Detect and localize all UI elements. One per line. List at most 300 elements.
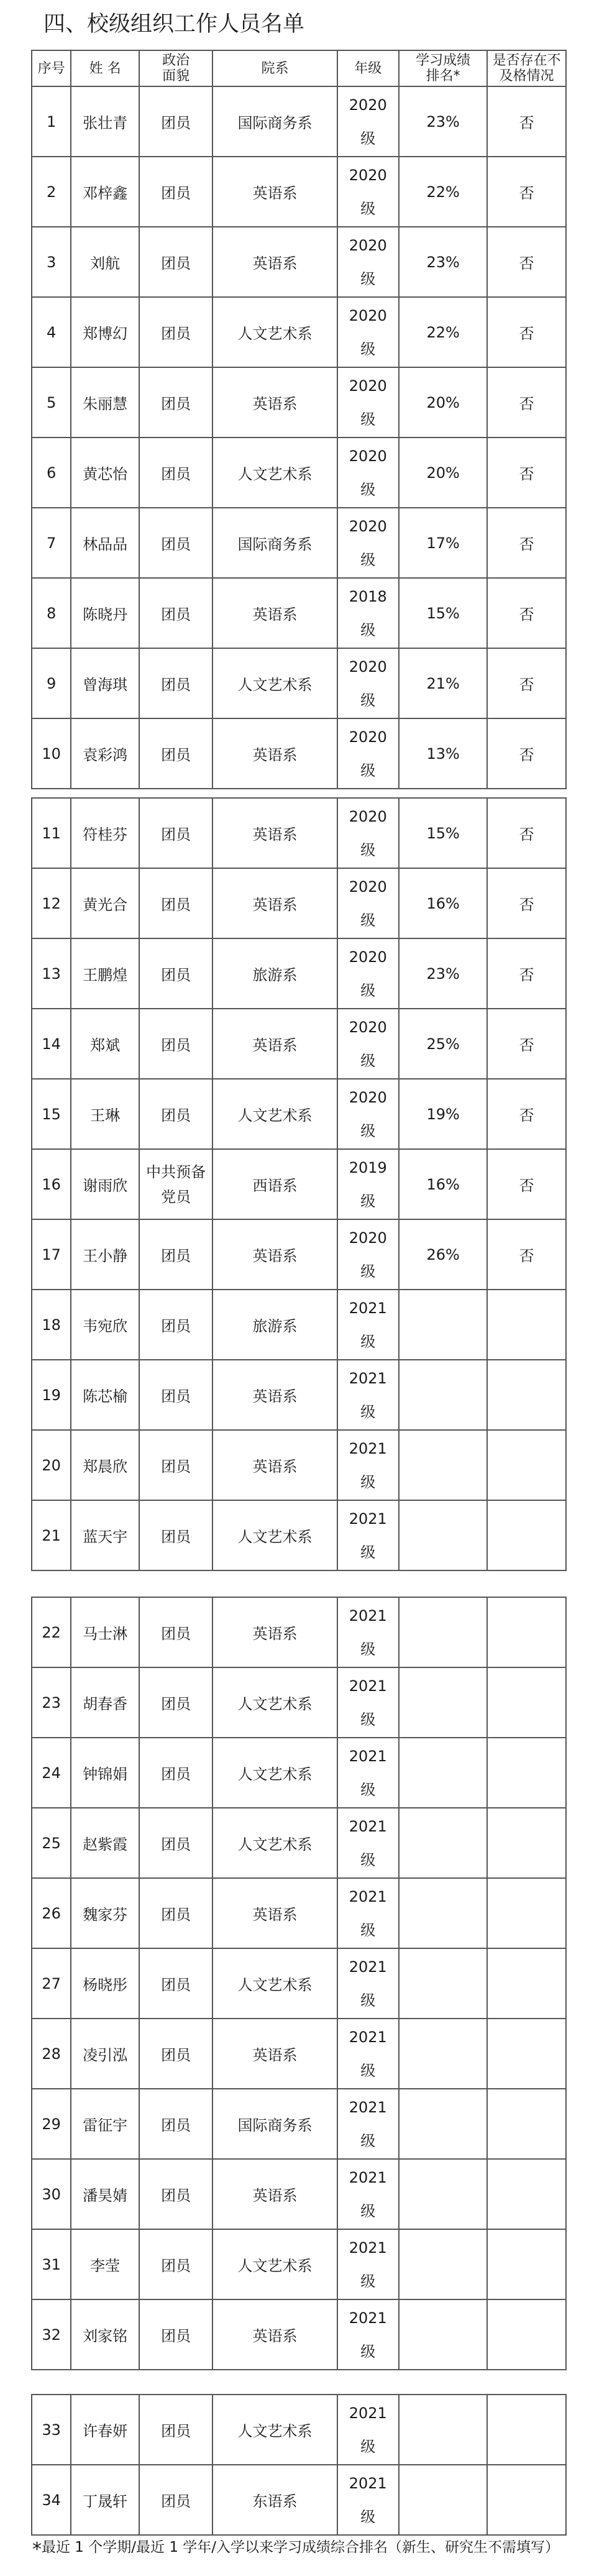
cell-grade [337,1079,399,1149]
cell-dept: 英语系 [212,227,337,297]
cell-seq: 23 [32,1667,71,1738]
cell-fail: 否 [487,648,566,718]
cell-dept: 人文艺术系 [212,1079,337,1149]
cell-name: 韦宛欣 [71,1290,139,1360]
cell-dept: 英语系 [212,1430,337,1500]
cell-seq: 34 [32,2465,71,2535]
cell-grade [337,227,399,297]
cell-seq: 15 [32,1079,71,1149]
grade-line: 2020 [349,517,387,535]
table-header-row [32,50,566,86]
grade-line: 级 [360,1710,376,1728]
cell-name: 邓梓鑫 [71,157,139,227]
cell-rank: 16% [399,868,487,938]
grade-line: 级 [360,2437,376,2455]
cell-rank [399,2395,487,2465]
cell-grade [337,367,399,438]
cell-seq: 6 [32,438,71,508]
cell-dept: 人文艺术系 [212,2395,337,2465]
cell-seq: 16 [32,1149,71,1219]
cell-grade [337,1808,399,1878]
cell-grade [337,297,399,367]
grade-line: 2020 [349,96,387,114]
grade-line: 2021 [349,1369,387,1387]
grade-line: 2021 [349,1887,387,1905]
grade-line: 级 [360,1921,376,1939]
cell-rank: 16% [399,1149,487,1219]
cell-grade [337,1149,399,1219]
cell-dept: 东语系 [212,2465,337,2535]
cell-rank [399,1738,487,1808]
cell-dept: 人文艺术系 [212,1948,337,2019]
cell-seq: 5 [32,367,71,438]
grade-line: 级 [360,129,376,147]
cell-rank [399,1878,487,1948]
staff-table-part-1 [31,50,567,789]
cell-name: 刘家铭 [71,2299,139,2370]
cell-fail [487,1430,566,1500]
grade-line: 级 [360,621,376,639]
grade-line: 级 [360,2061,376,2079]
header-political-line: 面貌 [162,68,190,84]
grade-line: 级 [360,480,376,498]
grade-line: 2020 [349,948,387,966]
cell-political: 团员 [139,2395,212,2465]
cell-fail: 否 [487,227,566,297]
cell-name: 潘昊婧 [71,2159,139,2229]
table-row [32,1738,566,1808]
grade-line: 2021 [349,2404,387,2422]
cell-political: 团员 [139,1808,212,1878]
table-row [32,1948,566,2019]
grade-line: 级 [360,1262,376,1280]
cell-dept: 人文艺术系 [212,648,337,718]
table-row [32,1808,566,1878]
cell-grade [337,2465,399,2535]
cell-dept: 英语系 [212,1009,337,1079]
cell-political: 团员 [139,157,212,227]
cell-name: 蓝天宇 [71,1500,139,1570]
cell-fail [487,1948,566,2019]
grade-line: 级 [360,1332,376,1350]
cell-name: 郑博幻 [71,297,139,367]
grade-line: 2021 [349,1299,387,1317]
cell-seq: 14 [32,1009,71,1079]
table-row [32,2089,566,2159]
cell-rank [399,2089,487,2159]
table-row [32,1009,566,1079]
grade-line: 级 [360,410,376,428]
grade-line: 级 [360,1473,376,1491]
cell-political: 团员 [139,2229,212,2299]
footnote [32,2536,559,2560]
cell-seq: 10 [32,718,71,789]
cell-political: 团员 [139,718,212,789]
cell-seq: 2 [32,157,71,227]
grade-line: 级 [360,2342,376,2360]
cell-fail: 否 [487,578,566,648]
grade-line: 级 [360,1991,376,2009]
cell-rank: 21% [399,648,487,718]
cell-rank: 25% [399,1009,487,1079]
table-row [32,367,566,438]
header-fail-line: 及格情况 [499,68,554,84]
cell-political: 团员 [139,1500,212,1570]
cell-dept: 英语系 [212,868,337,938]
cell-rank [399,2019,487,2089]
table-row [32,1500,566,1570]
cell-grade [337,1597,399,1667]
cell-name: 魏家芬 [71,1878,139,1948]
cell-seq: 27 [32,1948,71,2019]
cell-rank [399,2229,487,2299]
cell-grade [337,1667,399,1738]
cell-seq: 18 [32,1290,71,1360]
table-row [32,2159,566,2229]
cell-seq: 4 [32,297,71,367]
cell-fail: 否 [487,798,566,868]
cell-grade [337,2089,399,2159]
cell-seq: 31 [32,2229,71,2299]
cell-dept: 旅游系 [212,1290,337,1360]
cell-rank: 22% [399,297,487,367]
grade-line: 级 [360,270,376,288]
cell-name: 袁彩鸿 [71,718,139,789]
cell-seq: 19 [32,1360,71,1430]
header-seq: 序号 [32,50,71,86]
cell-fail: 否 [487,1009,566,1079]
cell-seq: 8 [32,578,71,648]
grade-line: 2021 [349,1747,387,1765]
cell-seq: 12 [32,868,71,938]
cell-fail [487,1597,566,1667]
cell-rank [399,1667,487,1738]
grade-line: 2020 [349,447,387,465]
table-row [32,938,566,1009]
cell-name: 朱丽慧 [71,367,139,438]
cell-political: 团员 [139,1597,212,1667]
cell-grade [337,1878,399,1948]
table-row [32,508,566,578]
cell-political: 团员 [139,868,212,938]
cell-seq: 7 [32,508,71,578]
cell-fail: 否 [487,86,566,157]
cell-dept: 人文艺术系 [212,1808,337,1878]
grade-line: 级 [360,691,376,709]
cell-grade [337,438,399,508]
grade-line: 2021 [349,2168,387,2186]
cell-rank: 26% [399,1219,487,1290]
table-row [32,868,566,938]
cell-fail: 否 [487,157,566,227]
table-row [32,1430,566,1500]
cell-name: 李莹 [71,2229,139,2299]
cell-name: 黄芯怡 [71,438,139,508]
cell-political: 团员 [139,297,212,367]
cell-name: 雷征宇 [71,2089,139,2159]
cell-grade [337,578,399,648]
cell-dept: 英语系 [212,1878,337,1948]
cell-dept: 旅游系 [212,938,337,1009]
grade-line: 2021 [349,2309,387,2327]
political-line: 中共预备 [146,1163,206,1181]
cell-political: 团员 [139,1878,212,1948]
cell-political: 团员 [139,1079,212,1149]
cell-political: 团员 [139,578,212,648]
cell-grade [337,1219,399,1290]
grade-line: 2020 [349,728,387,746]
cell-dept: 英语系 [212,1597,337,1667]
table-row [32,578,566,648]
cell-political: 团员 [139,798,212,868]
table-row [32,1079,566,1149]
cell-rank [399,1808,487,1878]
grade-line: 2020 [349,166,387,184]
header-rank-line: 排名* [426,68,460,84]
header-rank-line: 学习成绩 [416,53,471,68]
cell-grade [337,1738,399,1808]
grade-line: 级 [360,981,376,999]
cell-rank [399,1948,487,2019]
cell-political: 团员 [139,648,212,718]
cell-seq: 26 [32,1878,71,1948]
cell-fail: 否 [487,508,566,578]
table-row [32,438,566,508]
table-row [32,2019,566,2089]
grade-line: 2021 [349,1439,387,1457]
grade-line: 级 [360,761,376,779]
cell-political: 团员 [139,2019,212,2089]
cell-fail [487,2299,566,2370]
cell-dept: 人文艺术系 [212,297,337,367]
cell-name: 丁晟轩 [71,2465,139,2535]
cell-grade [337,508,399,578]
cell-fail [487,1360,566,1430]
cell-political: 团员 [139,438,212,508]
cell-name: 赵紫霞 [71,1808,139,1878]
cell-fail: 否 [487,367,566,438]
header-fail [487,50,566,86]
cell-rank: 23% [399,227,487,297]
cell-political: 团员 [139,938,212,1009]
cell-name: 郑晨欣 [71,1430,139,1500]
cell-seq: 32 [32,2299,71,2370]
grade-line: 2021 [349,2474,387,2492]
cell-name: 陈芯榆 [71,1360,139,1430]
cell-fail [487,2229,566,2299]
grade-line: 2021 [349,2098,387,2116]
cell-political: 团员 [139,1290,212,1360]
cell-dept: 人文艺术系 [212,2229,337,2299]
table-row [32,798,566,868]
grade-line: 级 [360,340,376,358]
cell-fail: 否 [487,718,566,789]
cell-seq: 9 [32,648,71,718]
table-row [32,2229,566,2299]
cell-name: 曾海琪 [71,648,139,718]
cell-dept: 英语系 [212,2019,337,2089]
grade-line: 级 [360,1122,376,1140]
cell-name: 胡春香 [71,1667,139,1738]
cell-name: 王小静 [71,1219,139,1290]
cell-grade [337,798,399,868]
cell-seq: 21 [32,1500,71,1570]
cell-dept: 人文艺术系 [212,438,337,508]
cell-rank [399,1360,487,1430]
grade-line: 级 [360,841,376,859]
cell-dept: 人文艺术系 [212,1500,337,1570]
cell-name: 张壮青 [71,86,139,157]
cell-seq: 3 [32,227,71,297]
cell-seq: 13 [32,938,71,1009]
cell-name: 王鹏煌 [71,938,139,1009]
cell-grade [337,1500,399,1570]
cell-political: 团员 [139,2465,212,2535]
cell-rank: 23% [399,938,487,1009]
cell-fail [487,2089,566,2159]
cell-political [139,1149,212,1219]
table-row [32,1597,566,1667]
header-grade: 年级 [337,50,399,86]
cell-political: 团员 [139,1430,212,1500]
cell-grade [337,1009,399,1079]
grade-line: 2020 [349,1018,387,1036]
cell-fail: 否 [487,938,566,1009]
table-row [32,648,566,718]
cell-dept: 英语系 [212,718,337,789]
table-row [32,718,566,789]
cell-fail: 否 [487,297,566,367]
table-row [32,1149,566,1219]
cell-grade [337,2299,399,2370]
table-row [32,1878,566,1948]
cell-political: 团员 [139,1948,212,2019]
cell-fail [487,1667,566,1738]
cell-rank [399,2299,487,2370]
cell-dept: 英语系 [212,2299,337,2370]
cell-political: 团员 [139,86,212,157]
cell-rank [399,1430,487,1500]
cell-political: 团员 [139,227,212,297]
cell-fail [487,2159,566,2229]
grade-line: 2020 [349,1229,387,1247]
cell-grade [337,2395,399,2465]
cell-grade [337,648,399,718]
staff-table-part-3 [31,1597,567,2370]
cell-fail [487,2019,566,2089]
cell-grade [337,1360,399,1430]
cell-fail [487,1290,566,1360]
cell-political: 团员 [139,1667,212,1738]
grade-line: 2021 [349,2239,387,2257]
cell-dept: 西语系 [212,1149,337,1219]
cell-seq: 33 [32,2395,71,2465]
grade-line: 级 [360,2202,376,2220]
grade-line: 级 [360,1781,376,1799]
cell-rank [399,1500,487,1570]
cell-dept: 英语系 [212,2159,337,2229]
cell-grade [337,2159,399,2229]
cell-dept: 英语系 [212,157,337,227]
cell-dept: 英语系 [212,1360,337,1430]
cell-name: 许春妍 [71,2395,139,2465]
cell-fail: 否 [487,1219,566,1290]
table-row [32,2395,566,2465]
cell-dept: 国际商务系 [212,508,337,578]
cell-grade [337,2229,399,2299]
cell-grade [337,2019,399,2089]
cell-name: 谢雨欣 [71,1149,139,1219]
cell-name: 凌引泓 [71,2019,139,2089]
cell-fail [487,1808,566,1878]
cell-name: 陈晓丹 [71,578,139,648]
cell-political: 团员 [139,1738,212,1808]
grade-line: 级 [360,1851,376,1869]
staff-table-part-4 [31,2394,567,2536]
grade-line: 级 [360,551,376,569]
table-row [32,1360,566,1430]
grade-line: 2021 [349,1958,387,1976]
cell-name: 刘航 [71,227,139,297]
cell-rank: 22% [399,157,487,227]
grade-line: 2020 [349,377,387,395]
grade-line: 级 [360,911,376,929]
cell-political: 团员 [139,1360,212,1430]
cell-seq: 28 [32,2019,71,2089]
cell-political: 团员 [139,508,212,578]
cell-dept: 人文艺术系 [212,1667,337,1738]
cell-fail: 否 [487,438,566,508]
grade-line: 级 [360,1192,376,1210]
cell-name: 王琳 [71,1079,139,1149]
grade-line: 2021 [349,1510,387,1528]
grade-line: 2021 [349,1607,387,1625]
cell-dept: 国际商务系 [212,86,337,157]
table-row [32,157,566,227]
cell-dept: 英语系 [212,1219,337,1290]
cell-political: 团员 [139,1009,212,1079]
cell-name: 黄光合 [71,868,139,938]
grade-line: 级 [360,1640,376,1658]
cell-grade [337,938,399,1009]
cell-political: 团员 [139,2299,212,2370]
grade-line: 2020 [349,1088,387,1106]
grade-line: 2020 [349,658,387,676]
cell-fail [487,1738,566,1808]
cell-grade [337,1430,399,1500]
cell-rank: 15% [399,798,487,868]
table-row [32,1290,566,1360]
cell-fail [487,1878,566,1948]
cell-dept: 英语系 [212,367,337,438]
cell-rank [399,1597,487,1667]
grade-line: 2021 [349,1817,387,1835]
cell-dept: 英语系 [212,798,337,868]
grade-line: 2019 [349,1158,387,1176]
cell-rank: 17% [399,508,487,578]
cell-rank: 20% [399,367,487,438]
cell-rank: 13% [399,718,487,789]
header-dept: 院系 [212,50,337,86]
cell-political: 团员 [139,367,212,438]
table-row [32,86,566,157]
header-rank [399,50,487,86]
cell-seq: 30 [32,2159,71,2229]
grade-line: 级 [360,199,376,218]
grade-line: 级 [360,1543,376,1561]
cell-name: 钟锦娟 [71,1738,139,1808]
cell-name: 郑斌 [71,1009,139,1079]
